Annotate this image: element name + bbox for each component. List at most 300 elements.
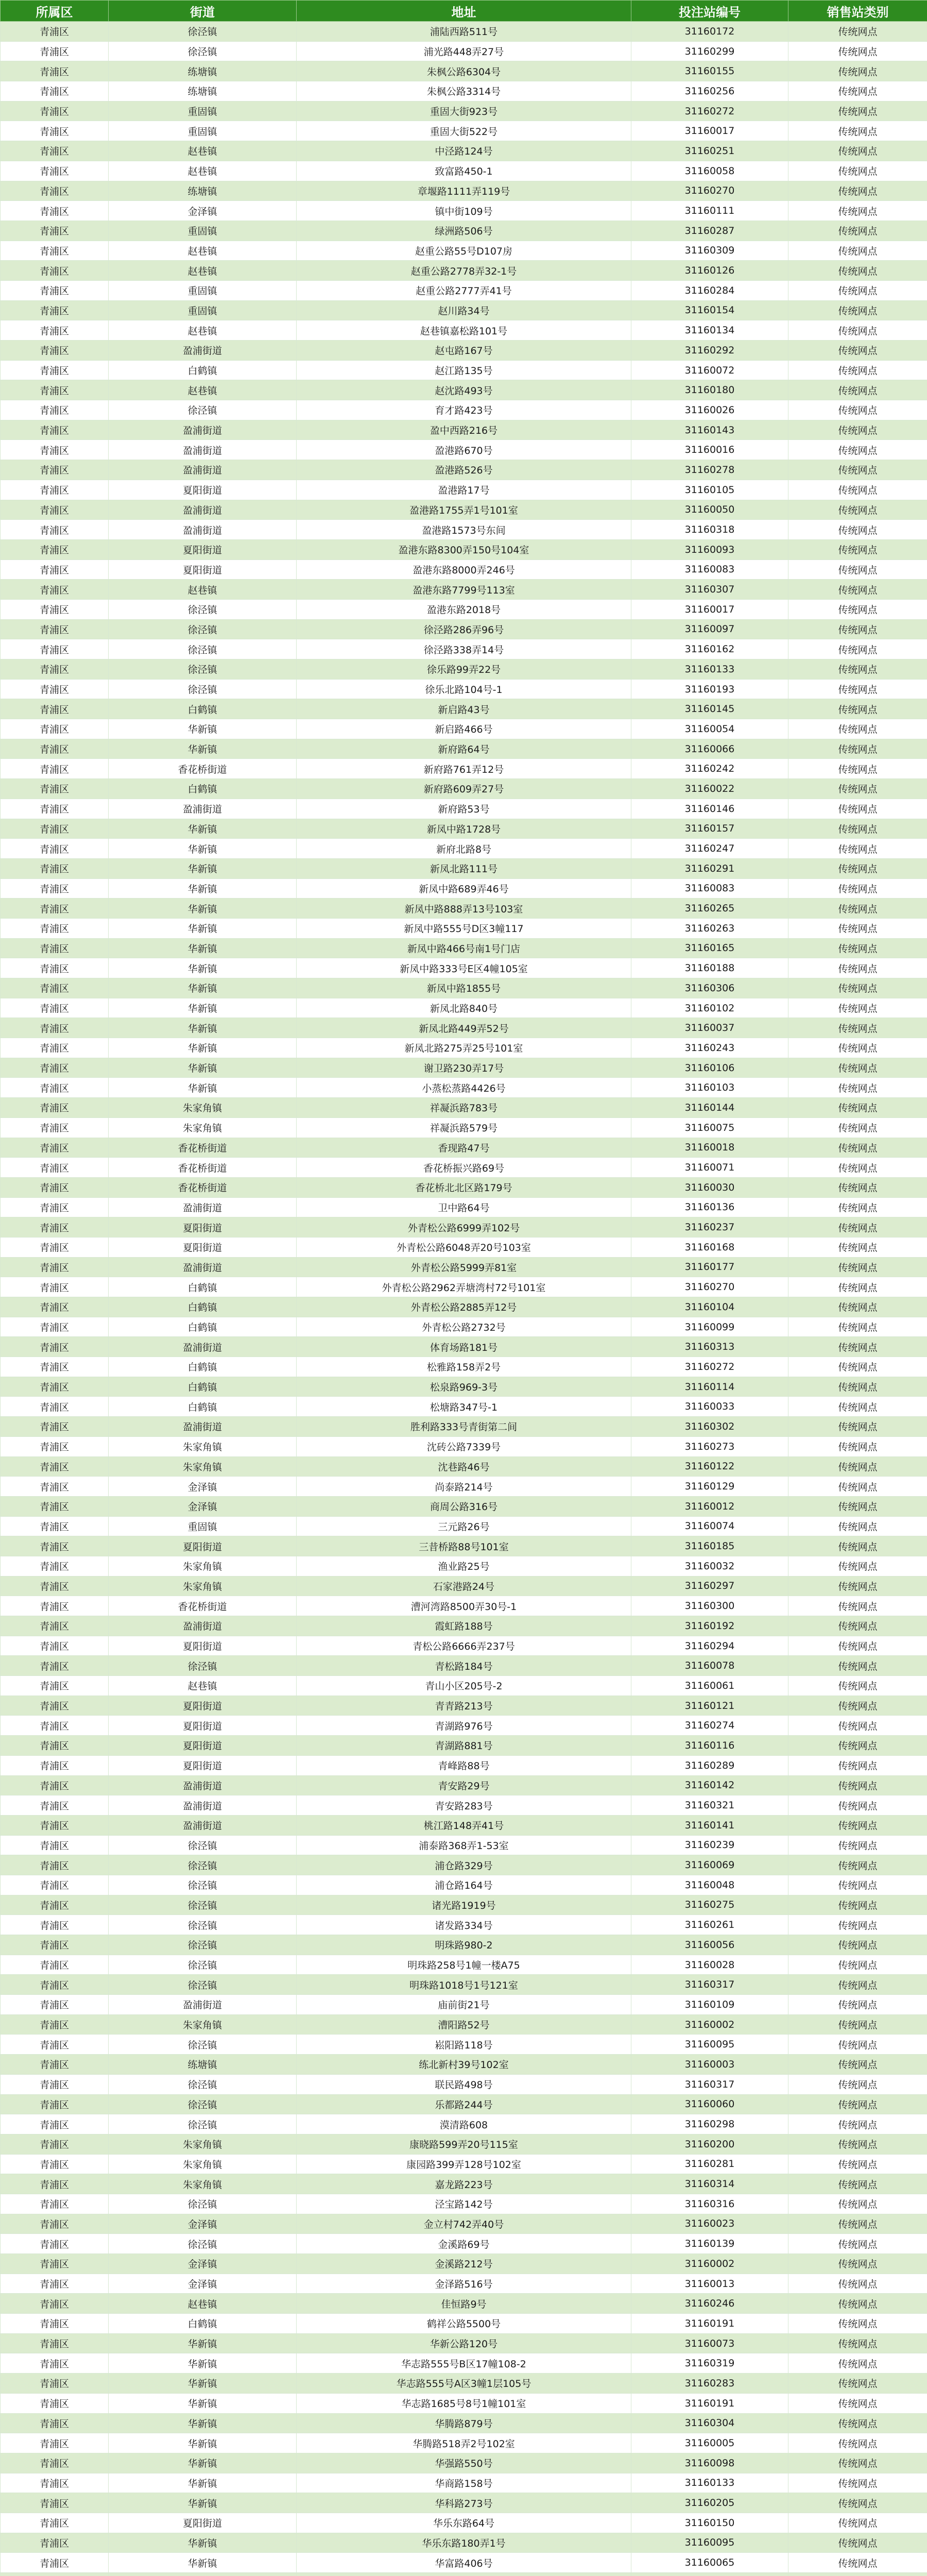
cell-address: 胜利路333号青街第二间 — [297, 1417, 631, 1437]
cell-station-id: 31160298 — [631, 2114, 788, 2134]
table-row — [1, 1716, 927, 1736]
cell-district: 青浦区 — [1, 1716, 109, 1736]
cell-station-id: 31160287 — [631, 221, 788, 241]
cell-district: 青浦区 — [1, 261, 109, 281]
table-row — [1, 1237, 927, 1257]
cell-district: 青浦区 — [1, 141, 109, 161]
cell-station-type: 传统网点 — [788, 1536, 927, 1556]
cell-station-id: 31160058 — [631, 161, 788, 181]
cell-station-type: 传统网点 — [788, 2194, 927, 2214]
cell-station-type: 传统网点 — [788, 1556, 927, 1576]
cell-station-id: 31160139 — [631, 2234, 788, 2254]
cell-address: 沈砖公路7339号 — [297, 1436, 631, 1456]
table-row — [1, 1456, 927, 1477]
table-row — [1, 22, 927, 42]
table-row — [1, 2014, 927, 2035]
cell-station-id: 31160005 — [631, 2433, 788, 2453]
cell-district: 青浦区 — [1, 978, 109, 998]
cell-station-type: 传统网点 — [788, 1576, 927, 1596]
cell-street: 白鹤镇 — [109, 2314, 297, 2334]
header-station-type: 销售站类别 — [788, 1, 927, 22]
table-row — [1, 201, 927, 221]
cell-district: 青浦区 — [1, 878, 109, 899]
table-row — [1, 1835, 927, 1855]
cell-station-id: 31160185 — [631, 1536, 788, 1556]
cell-district: 青浦区 — [1, 241, 109, 261]
cell-station-id: 31160289 — [631, 1755, 788, 1775]
cell-address: 华腾路879号 — [297, 2413, 631, 2433]
cell-street: 赵巷镇 — [109, 141, 297, 161]
table-row — [1, 1117, 927, 1138]
cell-address: 乐都路244号 — [297, 2094, 631, 2114]
table-row — [1, 2333, 927, 2353]
cell-address: 佳恒路9号 — [297, 2294, 631, 2314]
cell-street: 白鹤镇 — [109, 1277, 297, 1297]
cell-district: 青浦区 — [1, 341, 109, 361]
cell-station-id: 31160122 — [631, 1456, 788, 1477]
cell-station-id: 31160192 — [631, 1616, 788, 1636]
cell-district: 青浦区 — [1, 2453, 109, 2473]
cell-street: 华新镇 — [109, 1018, 297, 1038]
cell-district: 青浦区 — [1, 1138, 109, 1158]
cell-address: 赵巷镇嘉松路101号 — [297, 320, 631, 341]
cell-station-type: 传统网点 — [788, 1815, 927, 1835]
table-row — [1, 679, 927, 699]
cell-station-id: 31160154 — [631, 300, 788, 320]
cell-district: 青浦区 — [1, 1676, 109, 1696]
cell-station-id: 31160191 — [631, 2314, 788, 2334]
table-row — [1, 2274, 927, 2294]
table-row — [1, 2194, 927, 2214]
cell-station-id: 31160116 — [631, 1736, 788, 1756]
cell-street: 赵巷镇 — [109, 161, 297, 181]
cell-street: 夏阳街道 — [109, 1755, 297, 1775]
cell-station-id: 31160314 — [631, 2174, 788, 2194]
cell-street: 夏阳街道 — [109, 560, 297, 580]
cell-district: 青浦区 — [1, 1377, 109, 1397]
cell-street: 华新镇 — [109, 2393, 297, 2413]
cell-station-id: 31160256 — [631, 81, 788, 101]
cell-street: 徐泾镇 — [109, 679, 297, 699]
cell-district: 青浦区 — [1, 181, 109, 201]
cell-district: 青浦区 — [1, 460, 109, 480]
cell-street: 徐泾镇 — [109, 619, 297, 639]
cell-address: 鹤祥公路5500号 — [297, 2314, 631, 2334]
cell-district: 青浦区 — [1, 22, 109, 42]
cell-station-type: 传统网点 — [788, 2533, 927, 2553]
cell-district: 青浦区 — [1, 1018, 109, 1038]
cell-address: 赵江路135号 — [297, 360, 631, 380]
table-row — [1, 2035, 927, 2055]
cell-district: 青浦区 — [1, 101, 109, 121]
cell-district: 青浦区 — [1, 280, 109, 300]
table-row — [1, 2174, 927, 2194]
cell-station-type: 传统网点 — [788, 320, 927, 341]
cell-address: 朱枫公路3314号 — [297, 81, 631, 101]
cell-district: 青浦区 — [1, 1755, 109, 1775]
cell-district: 青浦区 — [1, 1596, 109, 1616]
cell-address: 外青松公路6048弄20号103室 — [297, 1237, 631, 1257]
table-row — [1, 1636, 927, 1656]
table-row — [1, 1616, 927, 1636]
cell-station-id: 31160111 — [631, 201, 788, 221]
cell-street: 华新镇 — [109, 2374, 297, 2394]
cell-address: 外青松公路5999弄81室 — [297, 1257, 631, 1277]
table-row — [1, 1098, 927, 1118]
table-row — [1, 639, 927, 659]
table-row — [1, 2294, 927, 2314]
cell-address: 新府路761弄12号 — [297, 759, 631, 779]
cell-station-id: 31160121 — [631, 1696, 788, 1716]
cell-address: 练北新村39号102室 — [297, 2055, 631, 2075]
cell-station-id: 31160270 — [631, 181, 788, 201]
cell-address: 盈港东路8000弄246号 — [297, 560, 631, 580]
cell-street: 华新镇 — [109, 878, 297, 899]
cell-station-type: 传统网点 — [788, 520, 927, 540]
cell-station-type: 传统网点 — [788, 1915, 927, 1935]
cell-street: 徐泾镇 — [109, 1855, 297, 1875]
cell-district: 青浦区 — [1, 799, 109, 819]
cell-street: 徐泾镇 — [109, 2094, 297, 2114]
cell-station-type: 传统网点 — [788, 1018, 927, 1038]
cell-address: 赵重公路2778弄32-1号 — [297, 261, 631, 281]
cell-station-type: 传统网点 — [788, 1436, 927, 1456]
cell-district: 青浦区 — [1, 899, 109, 919]
cell-address: 华腾路518弄2号102室 — [297, 2433, 631, 2453]
cell-district: 青浦区 — [1, 1696, 109, 1716]
table-row — [1, 221, 927, 241]
cell-address: 桃江路148弄41号 — [297, 1815, 631, 1835]
cell-address: 诸光路1919号 — [297, 1895, 631, 1915]
cell-station-type: 传统网点 — [788, 2035, 927, 2055]
cell-district: 青浦区 — [1, 1177, 109, 1197]
cell-district: 青浦区 — [1, 1775, 109, 1795]
cell-street: 朱家角镇 — [109, 1556, 297, 1576]
table-row — [1, 1955, 927, 1975]
table-row — [1, 839, 927, 859]
cell-street: 夏阳街道 — [109, 1716, 297, 1736]
table-row — [1, 539, 927, 560]
cell-address: 外青松公路2962弄塘湾村72号101室 — [297, 1277, 631, 1297]
cell-street: 徐泾镇 — [109, 2114, 297, 2134]
table-row — [1, 2374, 927, 2394]
cell-station-id: 31160304 — [631, 2413, 788, 2433]
cell-street: 白鹤镇 — [109, 1357, 297, 1377]
cell-station-type: 传统网点 — [788, 1397, 927, 1417]
cell-address: 浦仓路164号 — [297, 1875, 631, 1895]
cell-address: 徐泾路286弄96号 — [297, 619, 631, 639]
cell-street: 重固镇 — [109, 221, 297, 241]
table-row — [1, 799, 927, 819]
cell-station-type: 传统网点 — [788, 619, 927, 639]
cell-street: 朱家角镇 — [109, 1456, 297, 1477]
cell-address: 沈巷路46号 — [297, 1456, 631, 1477]
cell-address: 漠清路608 — [297, 2114, 631, 2134]
table-row — [1, 1755, 927, 1775]
cell-address: 绿洲路506号 — [297, 221, 631, 241]
cell-station-id: 31160319 — [631, 2353, 788, 2374]
cell-street: 徐泾镇 — [109, 1935, 297, 1955]
cell-street: 华新镇 — [109, 858, 297, 878]
cell-address: 松雅路158弄2号 — [297, 1357, 631, 1377]
cell-address: 浦光路448弄27号 — [297, 41, 631, 61]
cell-address: 新凤北路111号 — [297, 858, 631, 878]
cell-district: 青浦区 — [1, 719, 109, 739]
cell-street: 赵巷镇 — [109, 261, 297, 281]
cell-station-id: 31160013 — [631, 2274, 788, 2294]
table-row — [1, 2553, 927, 2573]
cell-street: 盈浦街道 — [109, 440, 297, 460]
cell-district: 青浦区 — [1, 699, 109, 719]
cell-station-id: 31160104 — [631, 1297, 788, 1317]
cell-district: 青浦区 — [1, 2055, 109, 2075]
table-row — [1, 878, 927, 899]
cell-station-type: 传统网点 — [788, 1297, 927, 1317]
cell-district — [1, 2573, 109, 2576]
header-address: 地址 — [297, 1, 631, 22]
cell-station-type: 传统网点 — [788, 1736, 927, 1756]
cell-address: 华新公路120号 — [297, 2333, 631, 2353]
cell-street: 徐泾镇 — [109, 639, 297, 659]
cell-street: 朱家角镇 — [109, 1117, 297, 1138]
table-row — [1, 440, 927, 460]
cell-street: 徐泾镇 — [109, 2194, 297, 2214]
cell-station-type: 传统网点 — [788, 1775, 927, 1795]
cell-station-id: 31160093 — [631, 539, 788, 560]
cell-district: 青浦区 — [1, 580, 109, 600]
table-row — [1, 1177, 927, 1197]
cell-station-type: 传统网点 — [788, 1456, 927, 1477]
table-row — [1, 101, 927, 121]
cell-address: 明珠路258号1幢一楼A75 — [297, 1955, 631, 1975]
cell-address: 石家港路24号 — [297, 1576, 631, 1596]
cell-street: 盈浦街道 — [109, 420, 297, 440]
cell-address: 新府路64号 — [297, 739, 631, 759]
cell-street: 练塘镇 — [109, 61, 297, 81]
cell-district: 青浦区 — [1, 858, 109, 878]
cell-street: 华新镇 — [109, 938, 297, 958]
cell-district: 青浦区 — [1, 599, 109, 619]
cell-station-id: 31160272 — [631, 1357, 788, 1377]
cell-station-type: 传统网点 — [788, 2254, 927, 2274]
cell-address: 赵川路34号 — [297, 300, 631, 320]
cell-street: 华新镇 — [109, 2533, 297, 2553]
cell-station-id: 31160054 — [631, 719, 788, 739]
cell-station-type: 传统网点 — [788, 261, 927, 281]
cell-station-type: 传统网点 — [788, 1078, 927, 1098]
cell-station-type: 传统网点 — [788, 2393, 927, 2413]
cell-address: 盈港路526号 — [297, 460, 631, 480]
cell-station-id: 31160126 — [631, 261, 788, 281]
table-row — [1, 699, 927, 719]
cell-district: 青浦区 — [1, 1915, 109, 1935]
cell-station-type: 传统网点 — [788, 81, 927, 101]
cell-street: 华新镇 — [109, 2333, 297, 2353]
cell-station-id: 31160284 — [631, 280, 788, 300]
table-row — [1, 2154, 927, 2174]
cell-street: 赵巷镇 — [109, 580, 297, 600]
cell-street: 夏阳街道 — [109, 480, 297, 500]
cell-station-type: 传统网点 — [788, 121, 927, 141]
cell-district: 青浦区 — [1, 958, 109, 978]
cell-station-type: 传统网点 — [788, 2493, 927, 2513]
cell-street — [109, 2573, 297, 2576]
cell-street: 赵巷镇 — [109, 2294, 297, 2314]
cell-district: 青浦区 — [1, 1257, 109, 1277]
cell-station-id: 31160103 — [631, 1078, 788, 1098]
table-row — [1, 41, 927, 61]
table-row — [1, 2314, 927, 2334]
table-row — [1, 1676, 927, 1696]
cell-district: 青浦区 — [1, 1556, 109, 1576]
table-row — [1, 161, 927, 181]
table-row — [1, 1337, 927, 1357]
cell-street: 徐泾镇 — [109, 1895, 297, 1915]
cell-street: 重固镇 — [109, 121, 297, 141]
cell-street: 盈浦街道 — [109, 1795, 297, 1816]
cell-station-type: 传统网点 — [788, 420, 927, 440]
cell-street: 重固镇 — [109, 280, 297, 300]
table-row — [1, 1596, 927, 1616]
cell-street: 华新镇 — [109, 2433, 297, 2453]
cell-station-type: 传统网点 — [788, 1855, 927, 1875]
table-row — [1, 261, 927, 281]
cell-station-id: 31160065 — [631, 2553, 788, 2573]
cell-street: 夏阳街道 — [109, 2513, 297, 2533]
cell-street: 华新镇 — [109, 899, 297, 919]
cell-street: 香花桥街道 — [109, 1596, 297, 1616]
cell-district: 青浦区 — [1, 2014, 109, 2035]
cell-address: 金溪路69号 — [297, 2234, 631, 2254]
cell-station-id: 31160028 — [631, 1955, 788, 1975]
cell-address: 渔业路25号 — [297, 1556, 631, 1576]
cell-station-id: 31160050 — [631, 500, 788, 520]
cell-station-type: 传统网点 — [788, 1357, 927, 1377]
cell-station-type: 传统网点 — [788, 2553, 927, 2573]
cell-district: 青浦区 — [1, 2154, 109, 2174]
cell-district: 青浦区 — [1, 1038, 109, 1058]
cell-address: 赵沈路493号 — [297, 380, 631, 400]
cell-district: 青浦区 — [1, 1417, 109, 1437]
cell-district: 青浦区 — [1, 1895, 109, 1915]
cell-station-type: 传统网点 — [788, 2055, 927, 2075]
cell-address: 镇中街109号 — [297, 201, 631, 221]
table-row — [1, 1417, 927, 1437]
cell-district: 青浦区 — [1, 2473, 109, 2493]
cell-district: 青浦区 — [1, 619, 109, 639]
cell-district: 青浦区 — [1, 440, 109, 460]
table-row — [1, 1815, 927, 1835]
cell-address: 崧阳路118号 — [297, 2035, 631, 2055]
cell-address: 新府路609弄27号 — [297, 779, 631, 799]
table-row — [1, 420, 927, 440]
cell-station-id: 31160172 — [631, 22, 788, 42]
table-row — [1, 2513, 927, 2533]
cell-address: 赵屯路167号 — [297, 341, 631, 361]
table-row — [1, 2234, 927, 2254]
cell-station-id: 31160066 — [631, 739, 788, 759]
cell-station-id: 31160106 — [631, 1058, 788, 1078]
table-row — [1, 341, 927, 361]
cell-station-type: 传统网点 — [788, 2353, 927, 2374]
cell-address: 新凤北路275弄25号101室 — [297, 1038, 631, 1058]
cell-district: 青浦区 — [1, 81, 109, 101]
cell-address: 重固大街923号 — [297, 101, 631, 121]
cell-address: 明珠路980-2 — [297, 1935, 631, 1955]
cell-station-type: 传统网点 — [788, 280, 927, 300]
cell-station-id: 31160263 — [631, 918, 788, 938]
cell-station-id: 31160033 — [631, 1397, 788, 1417]
table-row — [1, 1357, 927, 1377]
cell-station-type: 传统网点 — [788, 1177, 927, 1197]
cell-station-type: 传统网点 — [788, 679, 927, 699]
table-body — [1, 22, 927, 2576]
cell-street: 朱家角镇 — [109, 2174, 297, 2194]
cell-street: 盈浦街道 — [109, 1197, 297, 1217]
cell-station-id: 31160291 — [631, 858, 788, 878]
cell-street: 盈浦街道 — [109, 500, 297, 520]
table-row — [1, 1496, 927, 1516]
cell-street: 盈浦街道 — [109, 1616, 297, 1636]
cell-district: 青浦区 — [1, 1736, 109, 1756]
cell-station-type: 传统网点 — [788, 580, 927, 600]
cell-street: 朱家角镇 — [109, 2014, 297, 2035]
cell-station-id: 31160307 — [631, 580, 788, 600]
cell-street: 华新镇 — [109, 1078, 297, 1098]
table-row — [1, 759, 927, 779]
cell-address: 青湖路881号 — [297, 1736, 631, 1756]
cell-address: 诸发路334号 — [297, 1915, 631, 1935]
table-row — [1, 1855, 927, 1875]
cell-station-id: 31160083 — [631, 878, 788, 899]
cell-district: 青浦区 — [1, 1656, 109, 1676]
cell-station-id: 31160145 — [631, 699, 788, 719]
cell-station-id: 31160095 — [631, 2035, 788, 2055]
cell-street: 华新镇 — [109, 998, 297, 1018]
cell-district: 青浦区 — [1, 1117, 109, 1138]
cell-district: 青浦区 — [1, 1297, 109, 1317]
cell-station-type: 传统网点 — [788, 819, 927, 839]
cell-address: 青湖路976号 — [297, 1716, 631, 1736]
cell-station-id: 31160205 — [631, 2493, 788, 2513]
cell-district: 青浦区 — [1, 779, 109, 799]
cell-district: 青浦区 — [1, 360, 109, 380]
table-row — [1, 858, 927, 878]
cell-station-type: 传统网点 — [788, 1098, 927, 1118]
cell-station-id: 31160193 — [631, 679, 788, 699]
cell-station-type: 传统网点 — [788, 998, 927, 1018]
cell-address: 新启路466号 — [297, 719, 631, 739]
cell-station-id: 31160150 — [631, 2513, 788, 2533]
cell-district: 青浦区 — [1, 1197, 109, 1217]
cell-district: 青浦区 — [1, 2314, 109, 2334]
cell-station-id: 31160056 — [631, 1935, 788, 1955]
cell-station-type: 传统网点 — [788, 1158, 927, 1178]
cell-district: 青浦区 — [1, 1875, 109, 1895]
cell-station-type: 传统网点 — [788, 341, 927, 361]
table-row — [1, 1377, 927, 1397]
cell-station-type: 传统网点 — [788, 2513, 927, 2533]
cell-station-id: 31160022 — [631, 779, 788, 799]
cell-address: 香花桥振兴路69号 — [297, 1158, 631, 1178]
cell-station-type: 传统网点 — [788, 918, 927, 938]
table-row — [1, 1975, 927, 1995]
cell-district: 青浦区 — [1, 2433, 109, 2453]
cell-district: 青浦区 — [1, 1058, 109, 1078]
cell-station-type: 传统网点 — [788, 380, 927, 400]
header-row — [1, 1, 927, 22]
cell-address: 三昔桥路88号101室 — [297, 1536, 631, 1556]
